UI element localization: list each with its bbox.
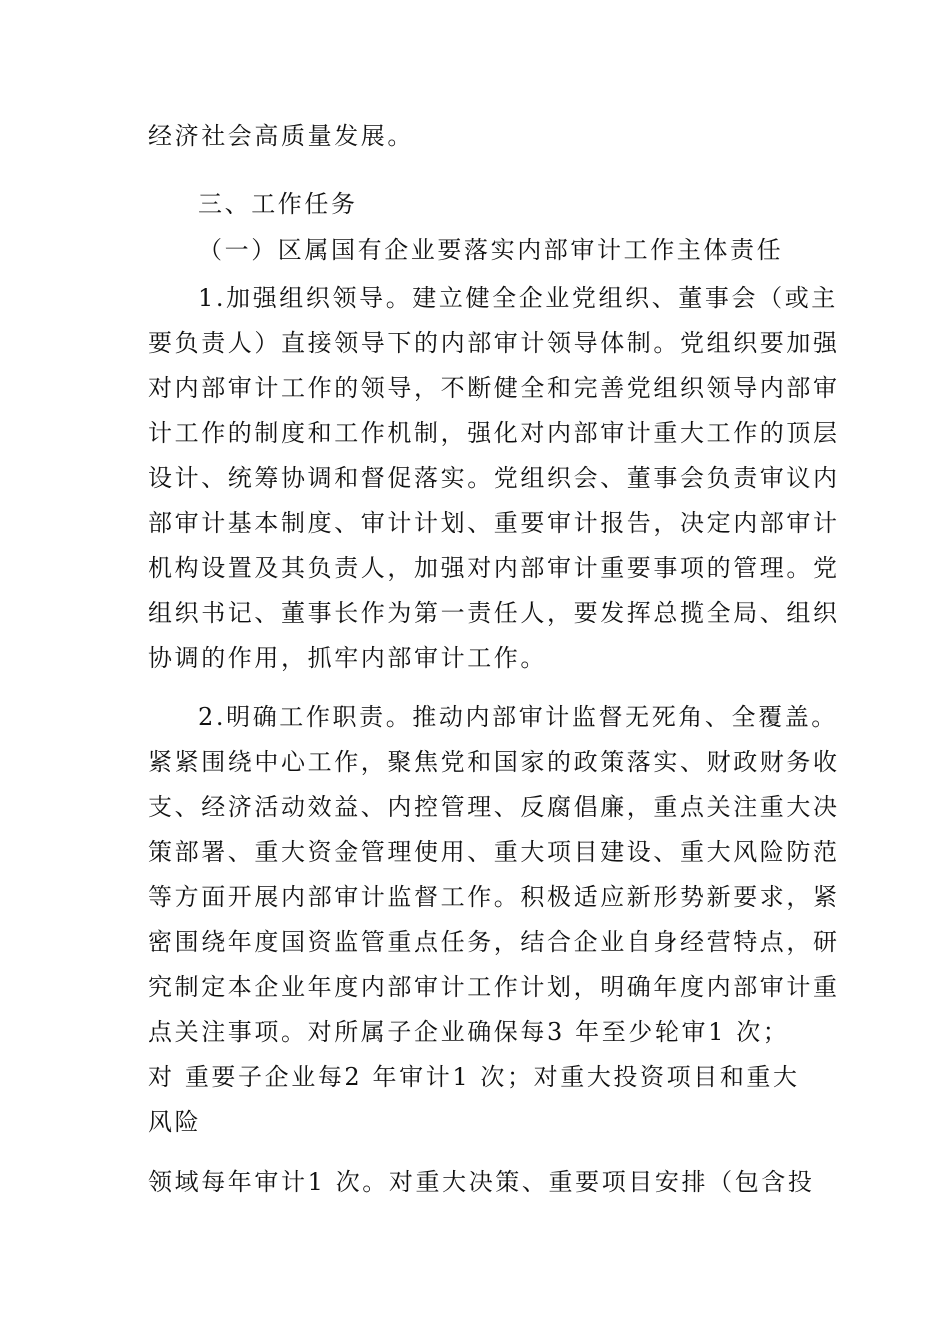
body-text-line: 密围绕年度国资监管重点任务，结合企业自身经营特点，研: [148, 928, 840, 956]
item-heading-line: 1.加强组织领导。建立健全企业党组织、董事会（或主: [198, 284, 838, 312]
body-text-line: 领域每年审计1 次。对重大决策、重要项目安排（包含投: [148, 1168, 815, 1196]
body-text-line: 等方面开展内部审计监督工作。积极适应新形势新要求，紧: [148, 883, 840, 911]
body-text-line: 点关注事项。对所属子企业确保每3 年至少轮审1 次；: [148, 1018, 790, 1046]
subsection-heading: （一）区属国有企业要落实内部审计工作主体责任: [198, 236, 784, 264]
body-text-line: 设计、统筹协调和督促落实。党组织会、董事会负责审议内: [148, 464, 840, 492]
body-text-line: 究制定本企业年度内部审计工作计划，明确年度内部审计重: [148, 973, 840, 1001]
body-text-line: 部审计基本制度、审计计划、重要审计报告，决定内部审计: [148, 509, 840, 537]
body-text-line: 对 重要子企业每2 年审计1 次；对重大投资项目和重大: [148, 1063, 800, 1091]
body-text-line: 组织书记、董事长作为第一责任人，要发挥总揽全局、组织: [148, 599, 840, 627]
body-text-line: 经济社会高质量发展。: [148, 122, 414, 150]
body-text-line: 支、经济活动效益、内控管理、反腐倡廉，重点关注重大决: [148, 793, 840, 821]
section-heading: 三、工作任务: [198, 190, 358, 218]
body-text-line: 紧紧围绕中心工作，聚焦党和国家的政策落实、财政财务收: [148, 748, 840, 776]
body-text-line: 机构设置及其负责人，加强对内部审计重要事项的管理。党: [148, 554, 840, 582]
item-heading-line: 2.明确工作职责。推动内部审计监督无死角、全覆盖。: [198, 703, 838, 731]
body-text-line: 计工作的制度和工作机制，强化对内部审计重大工作的顶层: [148, 419, 840, 447]
body-text-line: 协调的作用，抓牢内部审计工作。: [148, 644, 547, 672]
body-text-line: 风险: [148, 1108, 202, 1136]
body-text-line: 对内部审计工作的领导，不断健全和完善党组织领导内部审: [148, 374, 840, 402]
body-text-line: 要负责人）直接领导下的内部审计领导体制。党组织要加强: [148, 329, 840, 357]
body-text-line: 策部署、重大资金管理使用、重大项目建设、重大风险防范: [148, 838, 840, 866]
